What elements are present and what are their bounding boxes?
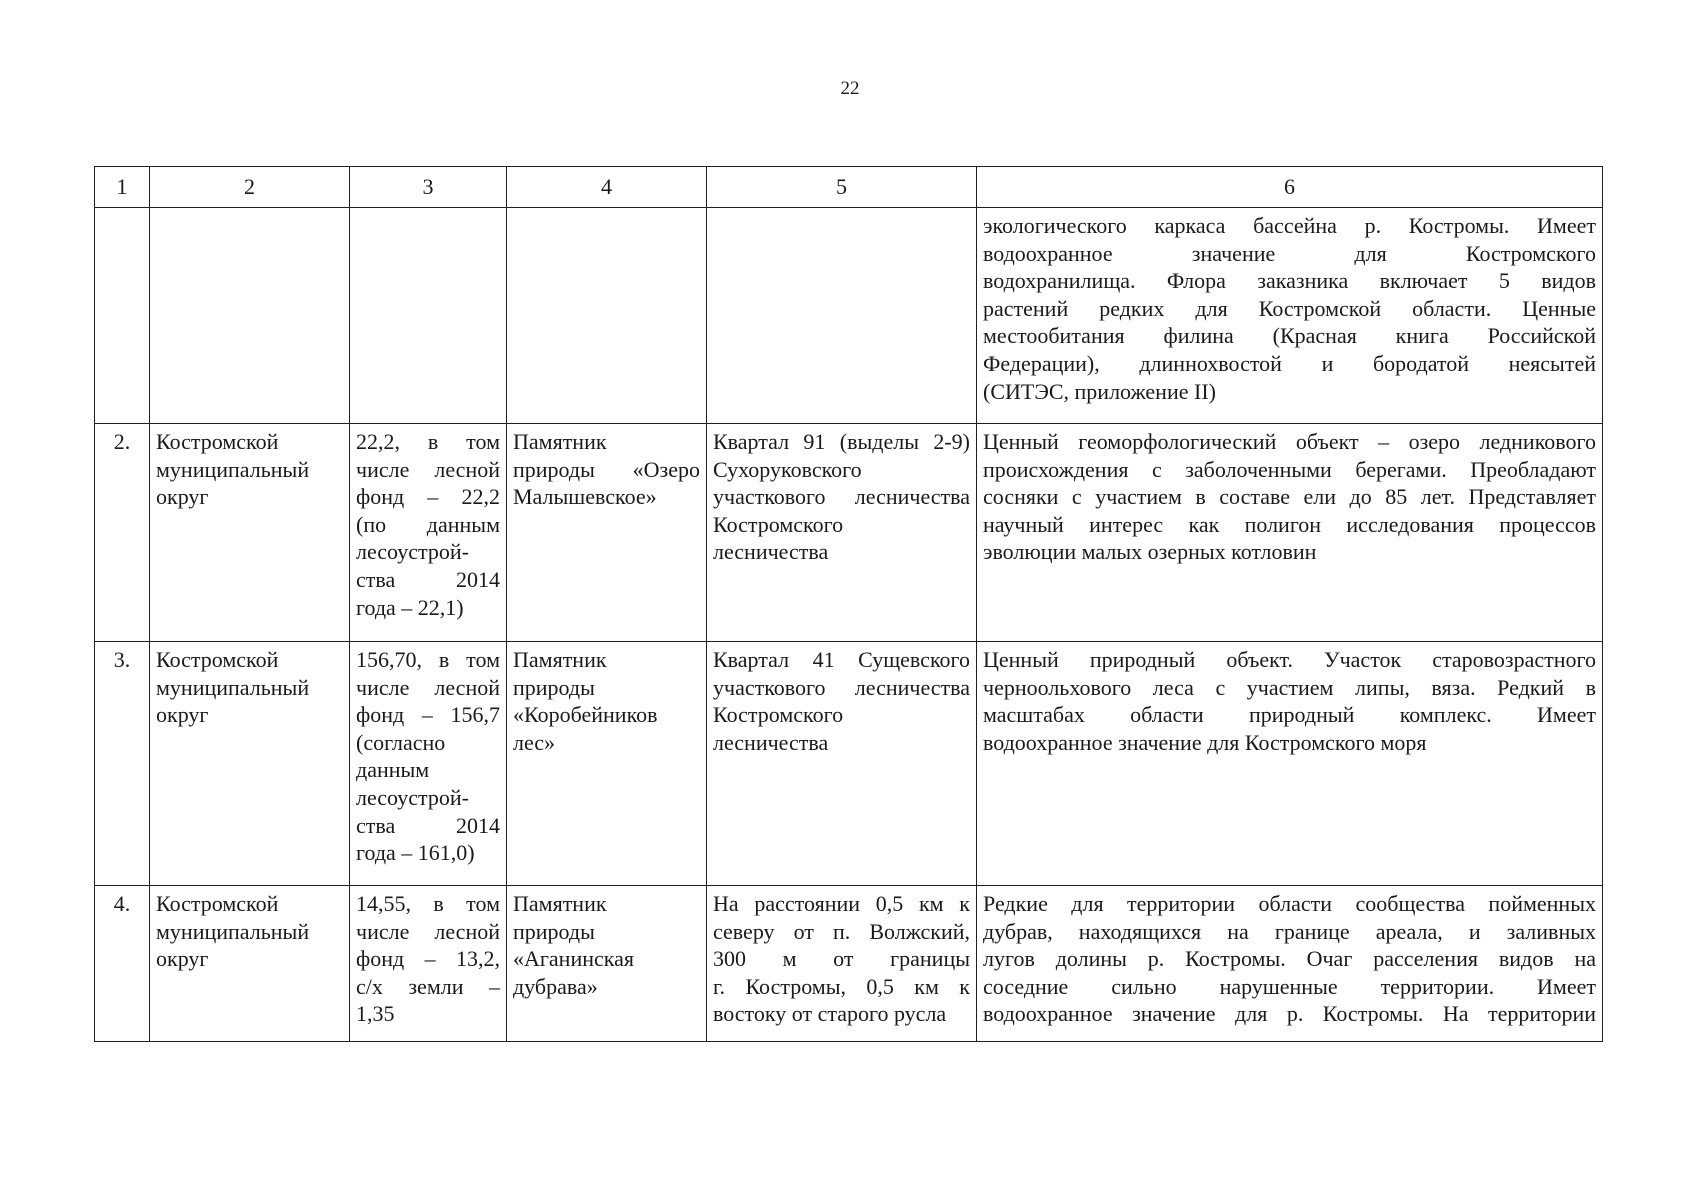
area-line: 14,55, в том — [356, 891, 500, 916]
name-line: дубрава» — [513, 973, 598, 999]
cell-object-name — [507, 642, 707, 886]
area-line: с/х земли – — [356, 973, 500, 999]
area-line: 1,35 — [356, 1001, 395, 1027]
cell-object-name — [507, 208, 707, 424]
description-line: Ценный геоморфологический объект – озеро ледникового — [983, 429, 1596, 454]
table-row — [95, 424, 1603, 642]
description-line: (СИТЭС, приложение II) — [983, 378, 1216, 404]
area-line: 156,70, в том — [356, 647, 500, 672]
area-line: (по данным — [356, 511, 500, 537]
area-line: ства 2014 — [356, 566, 500, 592]
district-line: округ — [156, 702, 209, 728]
location-line: Костромского — [713, 702, 844, 728]
location-line: северу от п. Волжский, — [713, 918, 970, 944]
cell-description — [977, 642, 1603, 886]
name-line: Памятник — [513, 429, 607, 454]
cell-number: 4. — [95, 886, 150, 1042]
location-line: востоку от старого русла — [713, 1001, 947, 1027]
description-line: Федерации), длиннохвостой и бородатой неясытей — [983, 350, 1596, 376]
area-line: данным — [356, 757, 430, 783]
name-line: Малышевское» — [513, 484, 657, 510]
description-line: происхождения с заболоченными берегами. Преобладают — [983, 456, 1596, 482]
location-line: Сухоруковского — [713, 456, 862, 482]
location-line: 300 м от границы — [713, 946, 970, 972]
area-line: года – 22,1) — [356, 594, 464, 620]
location-line: участкового лесничества — [713, 484, 970, 510]
area-line: года – 161,0) — [356, 840, 475, 866]
cell-district — [150, 424, 350, 642]
cell-area — [350, 886, 507, 1042]
cell-location — [707, 208, 977, 424]
table-row — [95, 208, 1603, 424]
description-line: водоохранное значение для Костромского моря — [983, 729, 1427, 755]
cell-number: 2. — [95, 424, 150, 642]
header-col-5: 5 — [707, 167, 977, 208]
header-col-4: 4 — [507, 167, 707, 208]
page-number: 22 — [840, 78, 860, 99]
header-col-6: 6 — [977, 167, 1603, 208]
location-line: лесничества — [713, 539, 829, 565]
location-line: лесничества — [713, 729, 829, 755]
cell-district — [150, 642, 350, 886]
cell-number: 3. — [95, 642, 150, 886]
name-line: Памятник — [513, 647, 607, 672]
description-line: лугов долины р. Костромы. Очаг расселения видов на — [983, 946, 1596, 972]
description-line: экологического каркаса бассейна р. Костромы. Имеет — [983, 213, 1596, 238]
table-header-row — [95, 167, 1603, 208]
area-line: фонд – 22,2 — [356, 484, 500, 510]
name-line: «Коробейников — [513, 702, 658, 728]
area-line: числе лесной — [356, 674, 500, 700]
cell-description — [977, 886, 1603, 1042]
description-line: черноольхового леса с участием липы, вяза. Редкий в — [983, 674, 1596, 700]
name-line: Памятник — [513, 891, 607, 916]
district-line: округ — [156, 484, 209, 510]
area-line: лесоустрой- — [356, 784, 469, 810]
description-line: водохранилища. Флора заказника включает 5 видов — [983, 268, 1596, 294]
cell-district — [150, 886, 350, 1042]
district-line: Костромской — [156, 429, 279, 454]
table-row — [95, 886, 1603, 1042]
cell-area — [350, 208, 507, 424]
protected-areas-table — [94, 166, 1603, 1042]
cell-location — [707, 424, 977, 642]
district-line: муниципальный — [156, 456, 310, 482]
district-line: муниципальный — [156, 918, 310, 944]
area-line: фонд – 13,2, — [356, 946, 500, 972]
cell-area — [350, 424, 507, 642]
cell-object-name — [507, 886, 707, 1042]
description-line: научный интерес как полигон исследования процессов — [983, 511, 1596, 537]
area-line: (согласно — [356, 729, 446, 755]
description-line: водоохранное значение для р. Костромы. На территории — [983, 1001, 1596, 1027]
name-line: природы «Озеро — [513, 456, 700, 482]
name-line: природы — [513, 918, 595, 944]
header-col-2: 2 — [150, 167, 350, 208]
description-line: растений редких для Костромской области. Ценные — [983, 295, 1596, 321]
description-line: эволюции малых озерных котловин — [983, 539, 1317, 565]
cell-object-name — [507, 424, 707, 642]
location-line: участкового лесничества — [713, 674, 970, 700]
header-col-3: 3 — [350, 167, 507, 208]
description-line: сосняки с участием в составе ели до 85 лет. Представляет — [983, 484, 1596, 510]
area-line: лесоустрой- — [356, 539, 469, 565]
cell-district — [150, 208, 350, 424]
cell-location — [707, 642, 977, 886]
cell-location — [707, 886, 977, 1042]
location-line: г. Костромы, 0,5 км к — [713, 973, 970, 999]
description-line: Ценный природный объект. Участок старовозрастного — [983, 647, 1596, 672]
district-line: муниципальный — [156, 674, 310, 700]
cell-description — [977, 208, 1603, 424]
area-line: числе лесной — [356, 918, 500, 944]
location-line: На расстоянии 0,5 км к — [713, 891, 970, 916]
area-line: числе лесной — [356, 456, 500, 482]
cell-area — [350, 642, 507, 886]
description-line: масштабах области природный комплекс. Имеет — [983, 702, 1596, 728]
area-line: ства 2014 — [356, 812, 500, 838]
description-line: дубрав, находящихся на границе ареала, и заливных — [983, 918, 1596, 944]
description-line: соседние сильно нарушенные территории. Имеет — [983, 973, 1596, 999]
cell-description — [977, 424, 1603, 642]
cell-number — [95, 208, 150, 424]
area-line: 22,2, в том — [356, 429, 500, 454]
name-line: «Аганинская — [513, 946, 634, 972]
name-line: лес» — [513, 729, 556, 755]
name-line: природы — [513, 674, 595, 700]
description-line: Редкие для территории области сообщества пойменных — [983, 891, 1596, 916]
area-line: фонд – 156,7 — [356, 702, 500, 728]
location-line: Квартал 91 (выделы 2-9) — [713, 429, 970, 454]
district-line: Костромской — [156, 647, 279, 672]
header-col-1: 1 — [95, 167, 150, 208]
location-line: Костромского — [713, 511, 844, 537]
location-line: Квартал 41 Сущевского — [713, 647, 970, 672]
description-line: местообитания филина (Красная книга Российской — [983, 323, 1596, 349]
description-line: водоохранное значение для Костромского — [983, 240, 1596, 266]
district-line: Костромской — [156, 891, 279, 916]
district-line: округ — [156, 946, 209, 972]
table-row — [95, 642, 1603, 886]
